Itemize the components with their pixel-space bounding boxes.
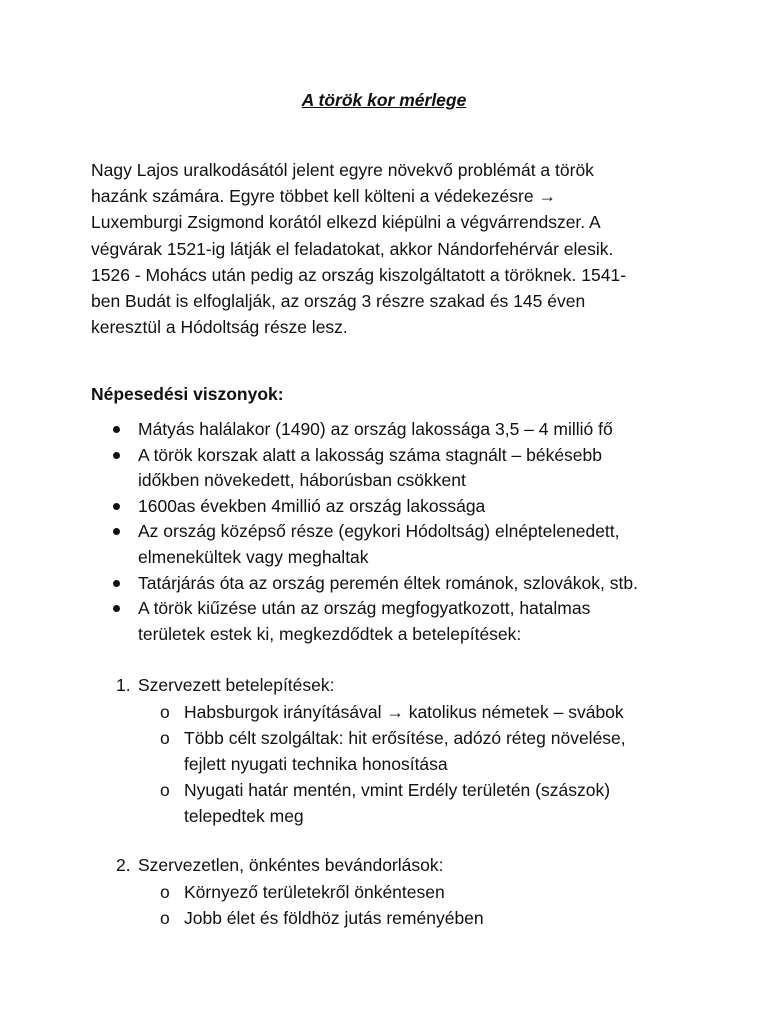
circle-bullet-icon: o — [160, 727, 170, 748]
section-heading: Népesedési viszonyok: — [91, 384, 284, 404]
bullet-icon — [113, 528, 120, 535]
intro-line: ben Budát is elfoglalják, az ország 3 részre szakad és 145 éven — [91, 291, 586, 312]
bullet-icon — [113, 503, 120, 510]
sub-list-item-text: Jobb élet és földhöz jutás reményében — [184, 907, 484, 928]
list-item-text: 1600as években 4millió az ország lakossága — [138, 495, 486, 516]
list-item-text: Mátyás halálakor (1490) az ország lakossága 3,5 – 4 millió fő — [138, 419, 613, 439]
list-item — [0, 494, 768, 520]
intro-paragraph — [91, 157, 676, 340]
bullet-icon — [113, 452, 120, 459]
intro-line: 1526 - Mohács után pedig az ország kiszolgáltatott a töröknek. 1541- — [91, 264, 627, 285]
sub-list-item-text: Több célt szolgáltak: hit erősítése, adózó réteg növelése, — [184, 727, 626, 748]
list-item-text: A török kiűzése után az ország megfogyatkozott, hatalmas — [138, 598, 591, 619]
sub-list-item-text: Környező területekről önkéntesen — [184, 881, 445, 902]
intro-line: Luxemburgi Zsigmond korától elkezd kiépülni a végvárrendszer. A — [91, 212, 601, 233]
list-number: 2. — [116, 855, 131, 875]
numbered-item-1 — [0, 673, 768, 829]
intro-line: hazánk számára. Egyre többet kell költeni a védekezésre → — [91, 186, 556, 207]
numbered-label: Szervezetlen, önkéntes bevándorlások: — [138, 855, 444, 875]
numbered-heading — [0, 853, 768, 879]
circle-bullet-icon: o — [160, 779, 170, 800]
numbered-item-2 — [0, 853, 768, 931]
sub-list-item-text: Habsburgok irányításával → katolikus németek – svábok — [184, 701, 624, 722]
bullet-icon — [113, 426, 120, 433]
sub-list-item — [0, 699, 768, 725]
list-item-text: A török korszak alatt a lakosság száma stagnált – békésebb — [138, 444, 603, 465]
sub-list-item — [0, 905, 768, 931]
circle-bullet-icon: o — [160, 907, 170, 928]
list-item — [0, 596, 768, 647]
sub-list-item-text: fejlett nyugati technika honosítása — [184, 753, 448, 774]
list-item-text: Tatárjárás óta az ország peremén éltek románok, szlovákok, stb. — [138, 572, 638, 593]
sub-list-item — [0, 879, 768, 905]
intro-line: végvárak 1521-ig látják el feladatokat, akkor Nándorfehérvár elesik. — [91, 238, 614, 259]
sub-list-item — [0, 777, 768, 829]
sub-list-item-text: telepedtek meg — [184, 805, 304, 826]
intro-line: Nagy Lajos uralkodásától jelent egyre növekvő problémát a török — [91, 160, 594, 180]
intro-line: keresztül a Hódoltság része lesz. — [91, 317, 348, 338]
bullet-icon — [113, 605, 120, 612]
document-title: A török kor mérlege — [301, 90, 467, 110]
bullet-list — [0, 417, 768, 647]
bullet-icon — [113, 580, 120, 587]
list-item-text: időkben növekedett, háborúsban csökkent — [138, 470, 466, 491]
sub-list — [0, 699, 768, 829]
list-item — [0, 417, 768, 443]
list-item — [0, 519, 768, 570]
list-item-text: területek estek ki, megkezdődtek a betelepítések: — [138, 623, 522, 644]
sub-list-item — [0, 725, 768, 777]
list-item-text: elmenekültek vagy meghaltak — [138, 546, 369, 567]
circle-bullet-icon: o — [160, 701, 170, 722]
circle-bullet-icon: o — [160, 881, 170, 902]
numbered-heading — [0, 673, 768, 699]
list-number: 1. — [116, 675, 131, 695]
sub-list-item-text: Nyugati határ mentén, vmint Erdély területén (szászok) — [184, 779, 611, 800]
list-item — [0, 443, 768, 494]
sub-list — [0, 879, 768, 931]
list-item — [0, 571, 768, 597]
list-item-text: Az ország középső része (egykori Hódoltság) elnéptelenedett, — [138, 521, 620, 542]
numbered-label: Szervezett betelepítések: — [138, 675, 335, 695]
